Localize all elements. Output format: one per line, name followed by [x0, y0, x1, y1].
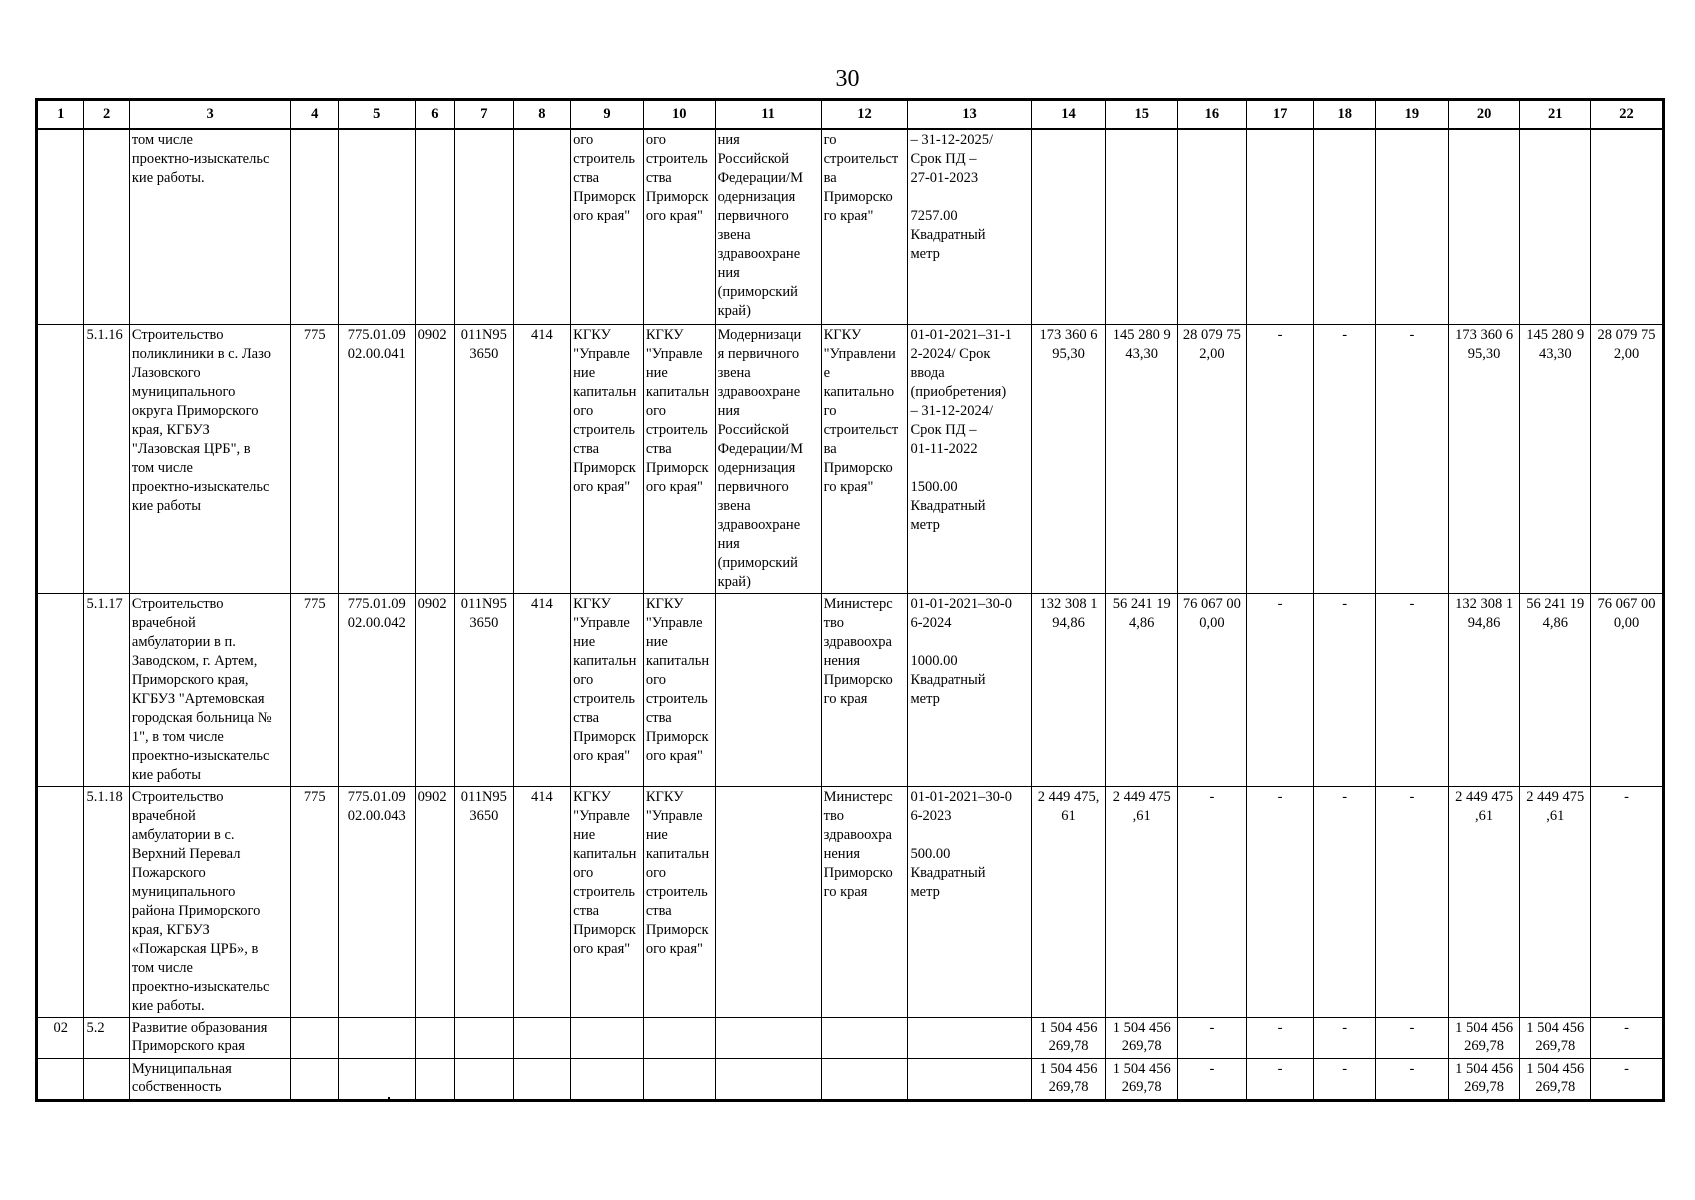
table-cell-col-17: - — [1246, 325, 1314, 594]
table-row — [37, 1059, 1664, 1101]
table-cell-col-5: 775.01.09 02.00.042 — [338, 594, 415, 787]
table-cell-col-14 — [1031, 129, 1106, 325]
table-cell-col-19: - — [1376, 1059, 1449, 1101]
budget-table — [35, 98, 1665, 1102]
table-cell-col-8 — [513, 129, 571, 325]
table-cell-col-10: ого строитель ства Приморск ого края" — [643, 129, 715, 325]
stray-dot — [388, 1097, 390, 1099]
table-cell-col-2: 5.1.18 — [84, 787, 129, 1018]
table-cell-col-7: 011N95 3650 — [455, 325, 514, 594]
table-cell-col-5 — [338, 1018, 415, 1059]
table-cell-col-15: 1 504 456 269,78 — [1106, 1059, 1178, 1101]
table-cell-col-10 — [643, 1018, 715, 1059]
table-cell-col-20: 1 504 456 269,78 — [1448, 1018, 1520, 1059]
table-cell-col-19: - — [1376, 325, 1449, 594]
table-cell-col-12: Министерс тво здравоохра нения Приморско го края — [821, 594, 908, 787]
table-cell-col-19: - — [1376, 787, 1449, 1018]
table-cell-col-11 — [715, 1059, 821, 1101]
table-cell-col-18: - — [1314, 1018, 1376, 1059]
table-cell-col-15: 1 504 456 269,78 — [1106, 1018, 1178, 1059]
table-cell-col-19 — [1376, 129, 1449, 325]
table-cell-col-1: 02 — [37, 1018, 84, 1059]
column-header-17: 17 — [1246, 100, 1314, 130]
column-header-5: 5 — [338, 100, 415, 130]
table-cell-col-22 — [1591, 129, 1664, 325]
table-cell-col-8: 414 — [513, 594, 571, 787]
table-row — [37, 129, 1664, 325]
table-cell-col-10: КГКУ "Управле ние капитальн ого строитель ства Приморск ого края" — [643, 787, 715, 1018]
table-cell-col-13: 01-01-2021–31-1 2-2024/ Срок ввода (приобретения) – 31-12-2024/ Срок ПД – 01-11-2022 1500.00 Квадратный метр — [908, 325, 1031, 594]
table-cell-col-1 — [37, 325, 84, 594]
table-cell-col-20: 132 308 1 94,86 — [1448, 594, 1520, 787]
table-cell-col-6: 0902 — [415, 787, 454, 1018]
table-cell-col-11 — [715, 787, 821, 1018]
table-row — [37, 1018, 1664, 1059]
table-cell-col-2: 5.1.16 — [84, 325, 129, 594]
table-cell-col-17: - — [1246, 594, 1314, 787]
column-header-4: 4 — [291, 100, 338, 130]
table-cell-col-19: - — [1376, 594, 1449, 787]
table-cell-col-2 — [84, 1059, 129, 1101]
column-header-22: 22 — [1591, 100, 1664, 130]
table-cell-col-19: - — [1376, 1018, 1449, 1059]
table-cell-col-4 — [291, 1018, 338, 1059]
table-cell-col-15: 145 280 9 43,30 — [1106, 325, 1178, 594]
table-cell-col-22: - — [1591, 1059, 1664, 1101]
column-header-16: 16 — [1178, 100, 1247, 130]
column-header-10: 10 — [643, 100, 715, 130]
table-cell-col-18: - — [1314, 787, 1376, 1018]
table-cell-col-13: – 31-12-2025/ Срок ПД – 27-01-2023 7257.00 Квадратный метр — [908, 129, 1031, 325]
table-cell-col-5 — [338, 129, 415, 325]
column-header-15: 15 — [1106, 100, 1178, 130]
table-cell-col-3: Строительство поликлиники в с. Лазо Лазовского муниципального округа Приморского края, КГБУЗ "Лазовская ЦРБ", в том числе проектно-изыскательс кие работы — [129, 325, 291, 594]
table-cell-col-21: 1 504 456 269,78 — [1520, 1018, 1591, 1059]
table-cell-col-1 — [37, 787, 84, 1018]
table-cell-col-11: ния Российской Федерации/М одернизация первичного звена здравоохране ния (приморский край) — [715, 129, 821, 325]
table-cell-col-17: - — [1246, 1059, 1314, 1101]
table-cell-col-1 — [37, 594, 84, 787]
column-header-9: 9 — [571, 100, 644, 130]
table-cell-col-11: Модернизаци я первичного звена здравоохране ния Российской Федерации/М одернизация первичного звена здравоохране ния (приморский край) — [715, 325, 821, 594]
table-cell-col-9: КГКУ "Управле ние капитальн ого строитель ства Приморск ого края" — [571, 325, 644, 594]
table-cell-col-9: КГКУ "Управле ние капитальн ого строитель ства Приморск ого края" — [571, 787, 644, 1018]
table-cell-col-14: 132 308 1 94,86 — [1031, 594, 1106, 787]
table-cell-col-9: ого строитель ства Приморск ого края" — [571, 129, 644, 325]
table-cell-col-6 — [415, 1018, 454, 1059]
table-cell-col-21: 145 280 9 43,30 — [1520, 325, 1591, 594]
table-cell-col-3: Муниципальная собственность — [129, 1059, 291, 1101]
table-cell-col-9 — [571, 1018, 644, 1059]
table-cell-col-16: 28 079 75 2,00 — [1178, 325, 1247, 594]
table-cell-col-20: 173 360 6 95,30 — [1448, 325, 1520, 594]
table-cell-col-15: 56 241 19 4,86 — [1106, 594, 1178, 787]
table-cell-col-4: 775 — [291, 787, 338, 1018]
table-cell-col-15: 2 449 475 ,61 — [1106, 787, 1178, 1018]
table-cell-col-1 — [37, 129, 84, 325]
table-cell-col-20: 2 449 475 ,61 — [1448, 787, 1520, 1018]
column-header-11: 11 — [715, 100, 821, 130]
table-cell-col-3: Развитие образования Приморского края — [129, 1018, 291, 1059]
table-cell-col-8 — [513, 1018, 571, 1059]
table-cell-col-16: 76 067 00 0,00 — [1178, 594, 1247, 787]
table-cell-col-18: - — [1314, 1059, 1376, 1101]
table-cell-col-12 — [821, 1018, 908, 1059]
table-cell-col-21: 56 241 19 4,86 — [1520, 594, 1591, 787]
table-cell-col-4: 775 — [291, 594, 338, 787]
table-cell-col-21: 1 504 456 269,78 — [1520, 1059, 1591, 1101]
table-cell-col-22: - — [1591, 1018, 1664, 1059]
table-cell-col-22: 76 067 00 0,00 — [1591, 594, 1664, 787]
table-cell-col-5: 775.01.09 02.00.043 — [338, 787, 415, 1018]
table-cell-col-22: - — [1591, 787, 1664, 1018]
column-header-12: 12 — [821, 100, 908, 130]
table-cell-col-6: 0902 — [415, 325, 454, 594]
table-cell-col-18: - — [1314, 325, 1376, 594]
column-header-3: 3 — [129, 100, 291, 130]
table-cell-col-2: 5.2 — [84, 1018, 129, 1059]
table-cell-col-12: го строительст ва Приморско го края" — [821, 129, 908, 325]
table-cell-col-10: КГКУ "Управле ние капитальн ого строитель ства Приморск ого края" — [643, 325, 715, 594]
table-cell-col-1 — [37, 1059, 84, 1101]
table-cell-col-14: 2 449 475, 61 — [1031, 787, 1106, 1018]
table-cell-col-20: 1 504 456 269,78 — [1448, 1059, 1520, 1101]
column-header-19: 19 — [1376, 100, 1449, 130]
table-cell-col-14: 1 504 456 269,78 — [1031, 1018, 1106, 1059]
table-cell-col-3: Строительство врачебной амбулатории в с. Верхний Перевал Пожарского муниципального района Приморского края, КГБУЗ «Пожарская ЦРБ», в том числе проектно-изыскательс кие работы. — [129, 787, 291, 1018]
table-cell-col-2 — [84, 129, 129, 325]
table-cell-col-13 — [908, 1059, 1031, 1101]
table-cell-col-5: 775.01.09 02.00.041 — [338, 325, 415, 594]
column-header-21: 21 — [1520, 100, 1591, 130]
table-cell-col-6 — [415, 129, 454, 325]
table-cell-col-10: КГКУ "Управле ние капитальн ого строитель ства Приморск ого края" — [643, 594, 715, 787]
column-header-6: 6 — [415, 100, 454, 130]
table-cell-col-12: КГКУ "Управлени е капитально го строительст ва Приморско го края" — [821, 325, 908, 594]
table-cell-col-20 — [1448, 129, 1520, 325]
table-cell-col-14: 173 360 6 95,30 — [1031, 325, 1106, 594]
table-cell-col-8: 414 — [513, 325, 571, 594]
table-row — [37, 787, 1664, 1018]
table-cell-col-11 — [715, 1018, 821, 1059]
table-cell-col-16: - — [1178, 787, 1247, 1018]
table-cell-col-12 — [821, 1059, 908, 1101]
table-cell-col-15 — [1106, 129, 1178, 325]
table-cell-col-9 — [571, 1059, 644, 1101]
table-cell-col-16 — [1178, 129, 1247, 325]
table-cell-col-7 — [455, 129, 514, 325]
table-cell-col-7: 011N95 3650 — [455, 787, 514, 1018]
table-cell-col-4 — [291, 129, 338, 325]
column-header-14: 14 — [1031, 100, 1106, 130]
table-cell-col-18: - — [1314, 594, 1376, 787]
header-row — [37, 100, 1664, 130]
table-cell-col-16: - — [1178, 1059, 1247, 1101]
table-cell-col-2: 5.1.17 — [84, 594, 129, 787]
table-cell-col-5 — [338, 1059, 415, 1101]
table-cell-col-11 — [715, 594, 821, 787]
table-cell-col-4: 775 — [291, 325, 338, 594]
column-header-18: 18 — [1314, 100, 1376, 130]
column-header-20: 20 — [1448, 100, 1520, 130]
table-cell-col-13: 01-01-2021–30-0 6-2024 1000.00 Квадратный метр — [908, 594, 1031, 787]
table-cell-col-16: - — [1178, 1018, 1247, 1059]
column-header-1: 1 — [37, 100, 84, 130]
table-cell-col-12: Министерс тво здравоохра нения Приморско го края — [821, 787, 908, 1018]
column-header-2: 2 — [84, 100, 129, 130]
column-header-8: 8 — [513, 100, 571, 130]
table-row — [37, 594, 1664, 787]
table-cell-col-8 — [513, 1059, 571, 1101]
table-cell-col-17 — [1246, 129, 1314, 325]
table-cell-col-10 — [643, 1059, 715, 1101]
table-cell-col-7 — [455, 1018, 514, 1059]
table-cell-col-6 — [415, 1059, 454, 1101]
table-cell-col-14: 1 504 456 269,78 — [1031, 1059, 1106, 1101]
table-cell-col-8: 414 — [513, 787, 571, 1018]
table-cell-col-21: 2 449 475 ,61 — [1520, 787, 1591, 1018]
table-cell-col-13 — [908, 1018, 1031, 1059]
page-number: 30 — [835, 66, 860, 92]
table-cell-col-7 — [455, 1059, 514, 1101]
table-cell-col-21 — [1520, 129, 1591, 325]
table-cell-col-7: 011N95 3650 — [455, 594, 514, 787]
table-cell-col-22: 28 079 75 2,00 — [1591, 325, 1664, 594]
table-cell-col-17: - — [1246, 787, 1314, 1018]
table-cell-col-9: КГКУ "Управле ние капитальн ого строитель ства Приморск ого края" — [571, 594, 644, 787]
table-row — [37, 325, 1664, 594]
table-cell-col-3: Строительство врачебной амбулатории в п. Заводском, г. Артем, Приморского края, КГБУЗ "Артемовская городская больница № 1", в том числе проектно-изыскательс кие работы — [129, 594, 291, 787]
table-cell-col-6: 0902 — [415, 594, 454, 787]
table-cell-col-17: - — [1246, 1018, 1314, 1059]
table-cell-col-4 — [291, 1059, 338, 1101]
table-cell-col-13: 01-01-2021–30-0 6-2023 500.00 Квадратный метр — [908, 787, 1031, 1018]
column-header-7: 7 — [455, 100, 514, 130]
table-cell-col-3: том числе проектно-изыскательс кие работы. — [129, 129, 291, 325]
table-cell-col-18 — [1314, 129, 1376, 325]
column-header-13: 13 — [908, 100, 1031, 130]
